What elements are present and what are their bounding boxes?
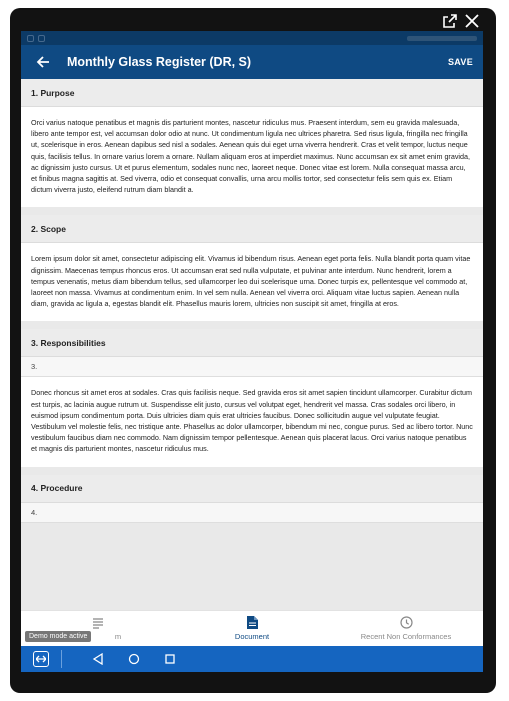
window-controls — [442, 13, 480, 29]
section-divider — [21, 207, 483, 215]
history-icon — [400, 616, 413, 629]
notification-icon — [27, 35, 34, 42]
back-arrow-icon[interactable] — [33, 52, 53, 72]
section-body: Lorem ipsum dolor sit amet, consectetur adipiscing elit. Vivamus id bibendum risus. Aenean eget porta felis. Nulla blandit porta quam vitae dignissim. Maecenas tempus rhoncus eros. Ut accumsan erat sed nulla vulputate, et pulvinar ante interdum. Nunc hendrerit, lorem a tempus venenatis, metus diam bibendum tellus, sed ullamcorper leo dui scelerisque urna. Donec turpis ex, pellentesque vel commodo at, laoreet non massa. Vivamus at condimentum enim. In vel sem nulla. Aenean vel viverra orci. Aliquam vitae luctus sapien. Aenean nulla diam, gravida ac ligula a, egestas blandit elit. Phasellus mauris lorem, ultricies non suscipit sit amet, fringilla at eros. — [21, 243, 483, 321]
page-title: Monthly Glass Register (DR, S) — [67, 55, 252, 69]
section-body: Orci varius natoque penatibus et magnis dis parturient montes, nascetur ridiculus mus. Praesent interdum, sem eu gravida malesuada, libero ante tempor est, vel accumsan dolor odio at nunc. Ut condimentum ligula nec ultrices pharetra. Sed risus ligula, fringilla nec fringilla ut, scelerisque in eros. Aenean dapibus sed nisl a sodales. Aenean quis dui eget urna viverra hendrerit. Cras et velit tempor, luctus neque quis, facilisis tellus. In ornare varius lorem a ornare. Nullam aliquam eros at imperdiet maximus. Nunc accumsan ex sit amet enim gravida, ac dignissim justo cursus. Ut et purus elementum, sodales nunc nec, laoreet neque. Donec vitae est lorem. Nulla consequat massa arcu, et finibus magna sagittis at. Sed viverra, odio et consequat convallis, urna arcu mollis tortor, sed consectetur felis sem quis ex. Etiam dictum viverra justo, eleifend rutrum diam blandit a. — [21, 107, 483, 207]
section-number-field[interactable]: 4. — [21, 503, 483, 523]
system-status-icons — [407, 36, 477, 41]
external-link-icon[interactable] — [442, 13, 458, 29]
teamviewer-icon[interactable] — [33, 651, 49, 667]
home-button[interactable] — [116, 653, 152, 665]
nav-item-label: Recent Non Conformances — [360, 632, 452, 641]
section-body: Donec rhoncus sit amet eros at sodales. Cras quis facilisis neque. Sed gravida eros sit amet sapien tincidunt ullamcorper. Curabitur dictum est turpis, ac lacinia augue rutrum ut. Suspendisse elit justo, cursus vel volutpat eget, hendrerit vel massa. Cras sodales orci libero, in euismod ipsum condimentum porta. Duis ultricies diam quis erat ultricies faucibus. Donec sollicitudin augue vel vulputate feugiat. Vestibulum vel molestie felis, nec tristique ante. Phasellus ac dolor ullamcorper, bibendum mi nec, congue purus. Sed ac libero tortor. Nunc vestibulum faucibus diam nec commodo. Nam dignissim tempor pellentesque. Aenean quis placerat lacus. Orci varius natoque penatibus et magnis dis parturient montes, nascetur ridiculus mus. — [21, 377, 483, 466]
save-button[interactable]: SAVE — [447, 57, 473, 67]
section-number-field[interactable]: 3. — [21, 357, 483, 377]
back-button[interactable] — [80, 653, 116, 665]
document-content[interactable] — [21, 79, 483, 624]
nav-item-document[interactable] — [175, 611, 329, 646]
square-recents-icon — [164, 653, 176, 665]
app-bar — [21, 45, 483, 79]
navbar-divider — [61, 650, 62, 668]
nav-item-label: Document — [234, 632, 270, 641]
notification-icon — [38, 35, 45, 42]
section-divider — [21, 321, 483, 329]
close-icon[interactable] — [464, 13, 480, 29]
triangle-back-icon — [92, 653, 104, 665]
status-bar — [21, 31, 483, 45]
document-icon — [247, 616, 258, 629]
demo-mode-badge: Demo mode active — [25, 631, 91, 642]
section-scope — [21, 215, 483, 321]
section-heading: 2. Scope — [21, 215, 483, 243]
list-icon — [92, 617, 104, 629]
app-screen — [21, 31, 483, 672]
recents-button[interactable] — [152, 653, 188, 665]
section-procedure — [21, 475, 483, 523]
nav-item-label: m — [114, 631, 122, 641]
status-icons-left — [27, 35, 45, 42]
circle-home-icon — [128, 653, 140, 665]
section-responsibilities — [21, 329, 483, 466]
android-navigation-bar — [21, 646, 483, 672]
section-divider — [21, 467, 483, 475]
section-heading: 1. Purpose — [21, 79, 483, 107]
section-heading: 4. Procedure — [21, 475, 483, 503]
nav-item-recent-non-conformances[interactable] — [329, 611, 483, 646]
section-purpose — [21, 79, 483, 207]
section-heading: 3. Responsibilities — [21, 329, 483, 357]
